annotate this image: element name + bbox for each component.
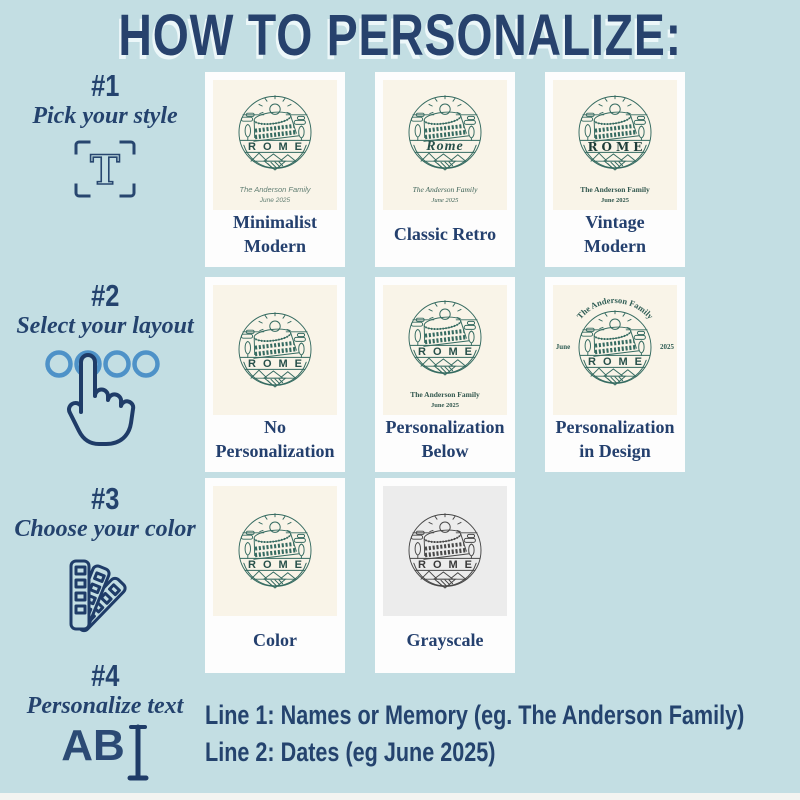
step-1-number: #1 bbox=[90, 68, 120, 103]
preview-art bbox=[383, 285, 507, 415]
line2-instruction: Line 2: Dates (eg June 2025) bbox=[205, 737, 496, 767]
rome-badge-illustration bbox=[567, 86, 663, 182]
card-label: Grayscale bbox=[406, 629, 484, 650]
left-date-text: June bbox=[555, 343, 571, 351]
step-2 bbox=[0, 280, 210, 452]
personalization-text: The Anderson Family June 2025 bbox=[412, 185, 478, 204]
badge-city-text: Rome bbox=[426, 139, 464, 154]
color-swatches-icon bbox=[0, 551, 210, 639]
ab-glyph: AB bbox=[61, 721, 125, 771]
badge-city-text: ROME bbox=[248, 559, 309, 571]
style-card-vintage-modern bbox=[545, 72, 685, 267]
page-title: HOW TO PERSONALIZE: bbox=[118, 3, 682, 68]
style-card-classic-retro bbox=[375, 72, 515, 267]
text-style-frame-icon bbox=[0, 138, 210, 200]
card-label: Classic Retro bbox=[393, 223, 497, 244]
badge-city-text: ROME bbox=[588, 356, 649, 368]
card-label: Personalization Below bbox=[385, 417, 505, 461]
right-date-text: 2025 bbox=[660, 343, 674, 351]
rome-badge-illustration bbox=[397, 504, 493, 600]
preview-art bbox=[213, 285, 337, 415]
personalization-text: The Anderson Family June 2025 bbox=[580, 185, 650, 204]
card-label: Color bbox=[253, 629, 297, 650]
text-cursor-icon bbox=[0, 721, 210, 782]
layout-tap-icon bbox=[0, 348, 210, 452]
step-2-label: Select your layout bbox=[16, 312, 194, 339]
card-label: Personalization in Design bbox=[555, 417, 675, 461]
step-4-number: #4 bbox=[90, 658, 120, 693]
step-3 bbox=[0, 483, 210, 639]
card-label: Minimalist Modern bbox=[233, 212, 317, 256]
personalization-text: The Anderson Family June 2025 bbox=[410, 390, 480, 409]
step-3-label: Choose your color bbox=[14, 515, 196, 542]
line1-instruction: Line 1: Names or Memory (eg. The Anderson Family) bbox=[205, 700, 745, 730]
rome-badge-illustration bbox=[227, 303, 323, 399]
step-3-number: #3 bbox=[90, 481, 120, 516]
badge-city-text: ROME bbox=[418, 346, 479, 358]
color-card-grayscale bbox=[375, 478, 515, 673]
badge-city-text: ROME bbox=[248, 358, 309, 370]
step-4-label: Personalize text bbox=[26, 692, 184, 719]
rome-badge-illustration bbox=[397, 291, 493, 387]
badge-city-text: ROME bbox=[248, 141, 309, 153]
step-2-number: #2 bbox=[90, 278, 120, 313]
preview-art bbox=[213, 486, 337, 616]
rome-badge-illustration bbox=[227, 86, 323, 182]
card-label: Vintage Modern bbox=[584, 212, 646, 256]
layout-card-no-personalization bbox=[205, 277, 345, 472]
step-1-label: Pick your style bbox=[32, 102, 178, 129]
arched-family-text: The Anderson Family bbox=[574, 294, 656, 321]
rome-badge-illustration bbox=[567, 301, 663, 397]
style-card-minimalist-modern bbox=[205, 72, 345, 267]
preview-art bbox=[553, 285, 677, 415]
preview-art bbox=[383, 486, 507, 616]
badge-city-text: ROME bbox=[587, 140, 647, 154]
layout-card-personalization-in-design bbox=[545, 277, 685, 472]
preview-art bbox=[213, 80, 337, 210]
bottom-edge-strip bbox=[0, 793, 800, 800]
serif-t-glyph: T bbox=[90, 147, 120, 195]
color-card-color bbox=[205, 478, 345, 673]
preview-art bbox=[383, 80, 507, 210]
step-1 bbox=[0, 70, 210, 200]
card-label: No Personalization bbox=[215, 417, 335, 461]
step-4 bbox=[0, 660, 210, 782]
personalization-text: The Anderson Family June 2025 bbox=[239, 185, 311, 204]
layout-card-personalization-below bbox=[375, 277, 515, 472]
rome-badge-illustration bbox=[227, 504, 323, 600]
personalize-instructions bbox=[205, 697, 800, 771]
rome-badge-illustration bbox=[397, 86, 493, 182]
preview-art bbox=[553, 80, 677, 210]
badge-city-text: ROME bbox=[418, 559, 479, 571]
